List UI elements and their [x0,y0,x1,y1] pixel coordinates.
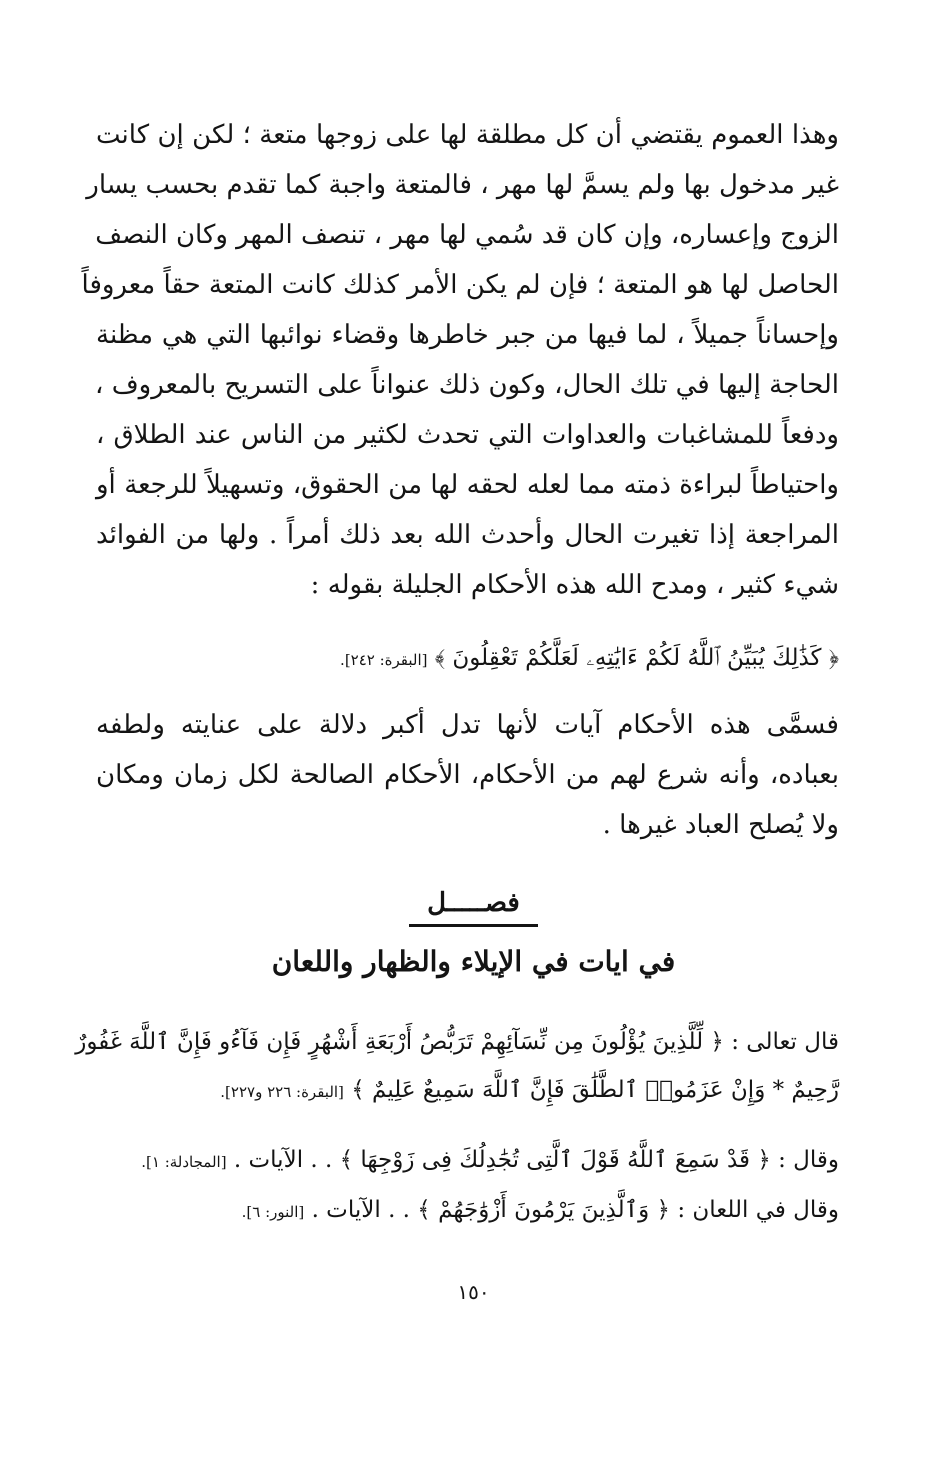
verse-text: ﴿ لِّلَّذِينَ يُؤْلُونَ مِن نِّسَآئِهِمْ تَرَبُّصُ أَرْبَعَةِ أَشْهُرٍ فَإِن فَآءُو فَإِنَّ ٱللَّهَ غَفُورٌ [75,1029,724,1055]
quran-verse-nur-6 [96,1186,839,1236]
text-line: فسمَّى هذه الأحكام آيات لأنها تدل أكبر دلالة على عنايته ولطفه [96,710,839,740]
paragraph-mutah [81,110,839,610]
verse-line [75,1018,839,1066]
verse-reference: [المجادلة: ١]. [141,1153,227,1171]
verse-reference: [البقرة: ٢٢٦ و٢٢٧]. [220,1083,344,1101]
verse-text: ﴿ كَذَٰلِكَ يُبَيِّنُ ٱللَّهُ لَكُمْ ءَايَٰتِهِۦ لَعَلَّكُمْ تَعْقِلُونَ ﴾ [434,645,839,671]
paragraph-ayat [96,700,839,850]
text-line: ودفعاً للمشاغبات والعداوات التي تحدث لكثير من الناس عند الطلاق ، [96,420,839,450]
verse-line [96,1066,839,1116]
page-number: ١٥٠ [457,1280,490,1304]
verse-reference: [البقرة: ٢٤٢]. [340,651,428,669]
text-line: الحاجة إليها في تلك الحال، وكون ذلك عنواناً على التسريح بالمعروف ، [95,370,839,400]
text-line: الزوج وإعساره، وإن كان قد سُمي لها مهر ، تنصف المهر وكان النصف [95,220,839,250]
verse-lead: قال تعالى : [731,1029,839,1055]
text-line: واحتياطاً لبراءة ذمته مما لعله لحقه لها من الحقوق، وتسهيلاً للرجعة أو [96,470,839,500]
verse-text: رَّحِيمٌ * وَإِنْ عَزَمُوا۟ ٱلطَّلَٰقَ فَإِنَّ ٱللَّهَ سَمِيعٌ عَلِيمٌ ﴾ [351,1077,839,1103]
text-line: المراجعة إذا تغيرت الحال وأحدث الله بعد ذلك أمراً . ولها من الفوائد [96,520,839,550]
text-line: غير مدخول بها ولم يسمَّ لها مهر ، فالمتعة واجبة كما تقدم بحسب يسار [86,170,839,200]
quran-verse-baqarah-226 [75,1018,839,1116]
text-line: بعباده، وأنه شرع لهم من الأحكام، الأحكام الصالحة لكل زمان ومكان [96,760,839,790]
verse-text: ﴿ وَٱلَّذِينَ يَرْمُونَ أَزْوَٰجَهُمْ ﴾ . . الآيات . [311,1197,670,1223]
text-line: الحاصل لها هو المتعة ؛ فإن لم يكن الأمر كذلك كانت المتعة حقاً معروفاً [81,270,839,300]
text-line: وإحساناً جميلاً ، لما فيها من جبر خاطرها وقضاء نوائبها التي هي مظنة [96,320,839,350]
section-word: فصـــــل [409,886,538,927]
quran-verse-baqarah-242 [120,635,839,683]
verse-lead: وقال : [778,1147,839,1173]
verse-reference: [النور: ٦]. [241,1203,305,1221]
quran-verse-mujadilah-1 [96,1136,839,1186]
text-line: وهذا العموم يقتضي أن كل مطلقة لها على زوجها متعة ؛ لكن إن كانت [96,120,839,150]
section-heading [0,886,947,927]
text-line: شيء كثير ، ومدح الله هذه الأحكام الجليلة بقوله : [310,570,839,600]
text-line: ولا يُصلح العباد غيرها . [602,810,839,840]
verse-text: ﴿ قَدْ سَمِعَ ٱللَّهُ قَوْلَ ٱلَّتِى تُجَٰدِلُكَ فِى زَوْجِهَا ﴾ . . الآيات . [233,1147,771,1173]
verse-lead: وقال في اللعان : [677,1197,839,1223]
section-title: في ايات في الإيلاء والظهار واللعان [271,945,676,978]
